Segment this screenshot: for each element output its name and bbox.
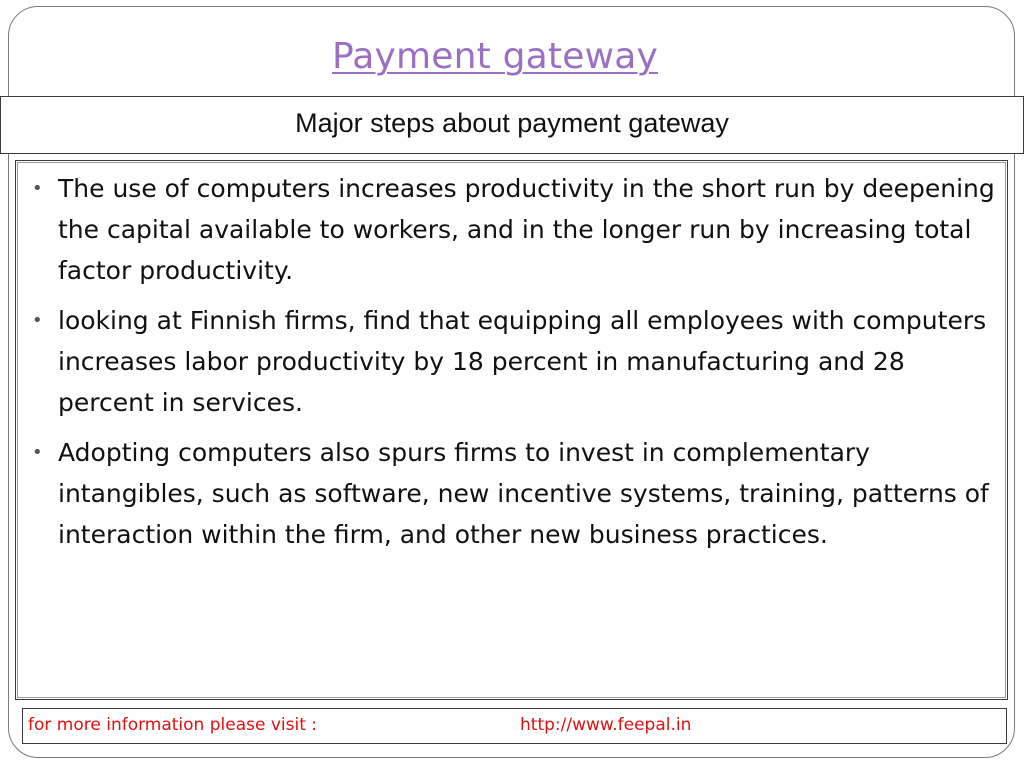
bullet-icon: •: [32, 442, 43, 463]
slide-subtitle: Major steps about payment gateway: [295, 108, 729, 138]
bullet-icon: •: [32, 310, 43, 331]
bullet-item: [30, 168, 998, 291]
footer-link[interactable]: http://www.feepal.in: [520, 715, 692, 735]
bullet-text: looking at Finnish firms, find that equipping all employees with computers increases labor productivity by 18 percent in manufacturing and 28 percent in services.: [58, 306, 987, 417]
bullet-item: [30, 300, 998, 423]
bullet-text: Adopting computers also spurs firms to invest in complementary intangibles, such as software, new incentive systems, training, patterns of interaction within the firm, and other new business practices.: [58, 438, 989, 549]
bullet-list: [30, 168, 998, 564]
slide-title: Payment gateway: [331, 36, 659, 77]
bullet-item: [30, 432, 998, 555]
bullet-text: The use of computers increases productivity in the short run by deepening the capital available to workers, and in the longer run by increasing total factor productivity.: [58, 174, 995, 285]
footer-label: for more information please visit :: [28, 715, 318, 735]
bullet-icon: •: [32, 178, 43, 199]
